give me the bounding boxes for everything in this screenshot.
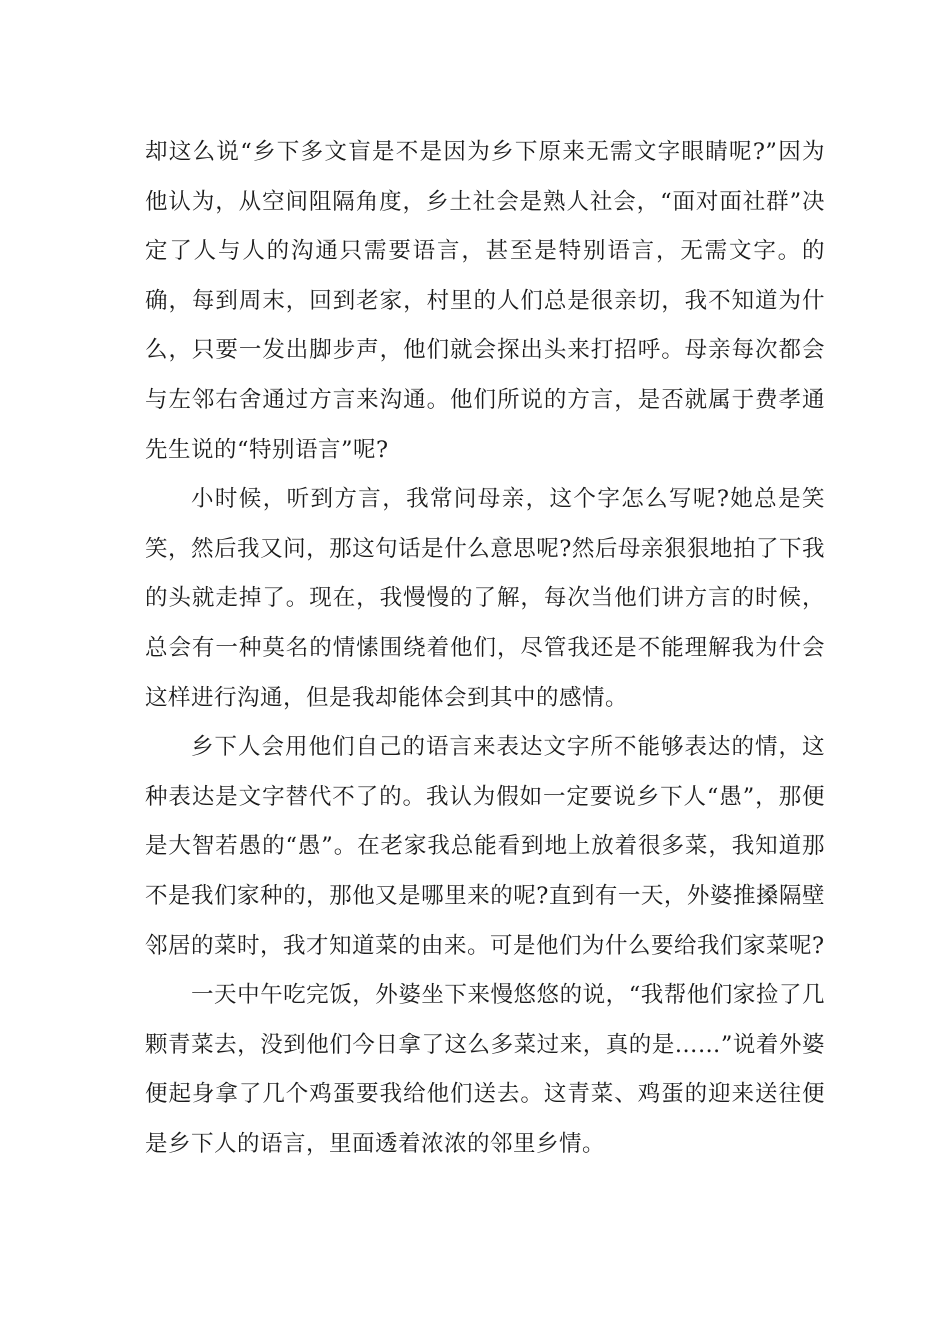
paragraph-3: 乡下人会用他们自己的语言来表达文字所不能够表达的情，这种表达是文字替代不了的。我认为假如一定要说乡下人“愚”，那便是大智若愚的“愚”。在老家我总能看到地上放着很多菜，我知道那不是我们家种的，那他又是哪里来的呢?直到有一天，外婆推搡隔壁邻居的菜时，我才知道菜的由来。可是他们为什么要给我们家菜呢?	[145, 734, 825, 959]
document-body	[145, 128, 825, 1169]
paragraph-2: 小时候，听到方言，我常问母亲，这个字怎么写呢?她总是笑笑，然后我又问，那这句话是什么意思呢?然后母亲狠狠地拍了下我的头就走掉了。现在，我慢慢的了解，每次当他们讲方言的时候，总会有一种莫名的情愫围绕着他们，尽管我还是不能理解我为什会这样进行沟通，但是我却能体会到其中的感情。	[145, 486, 825, 711]
paragraph-1: 却这么说“乡下多文盲是不是因为乡下原来无需文字眼睛呢?”因为他认为，从空间阻隔角度，乡土社会是熟人社会，“面对面社群”决定了人与人的沟通只需要语言，甚至是特别语言，无需文字。的确，每到周末，回到老家，村里的人们总是很亲切，我不知道为什么，只要一发出脚步声，他们就会探出头来打招呼。母亲每次都会与左邻右舍通过方言来沟通。他们所说的方言，是否就属于费孝通先生说的“特别语言”呢?	[145, 139, 825, 463]
paragraph-4: 一天中午吃完饭，外婆坐下来慢悠悠的说，“我帮他们家捡了几颗青菜去，没到他们今日拿了这么多菜过来，真的是...…”说着外婆便起身拿了几个鸡蛋要我给他们送去。这青菜、鸡蛋的迎来送往便是乡下人的语言，里面透着浓浓的邻里乡情。	[145, 982, 825, 1157]
